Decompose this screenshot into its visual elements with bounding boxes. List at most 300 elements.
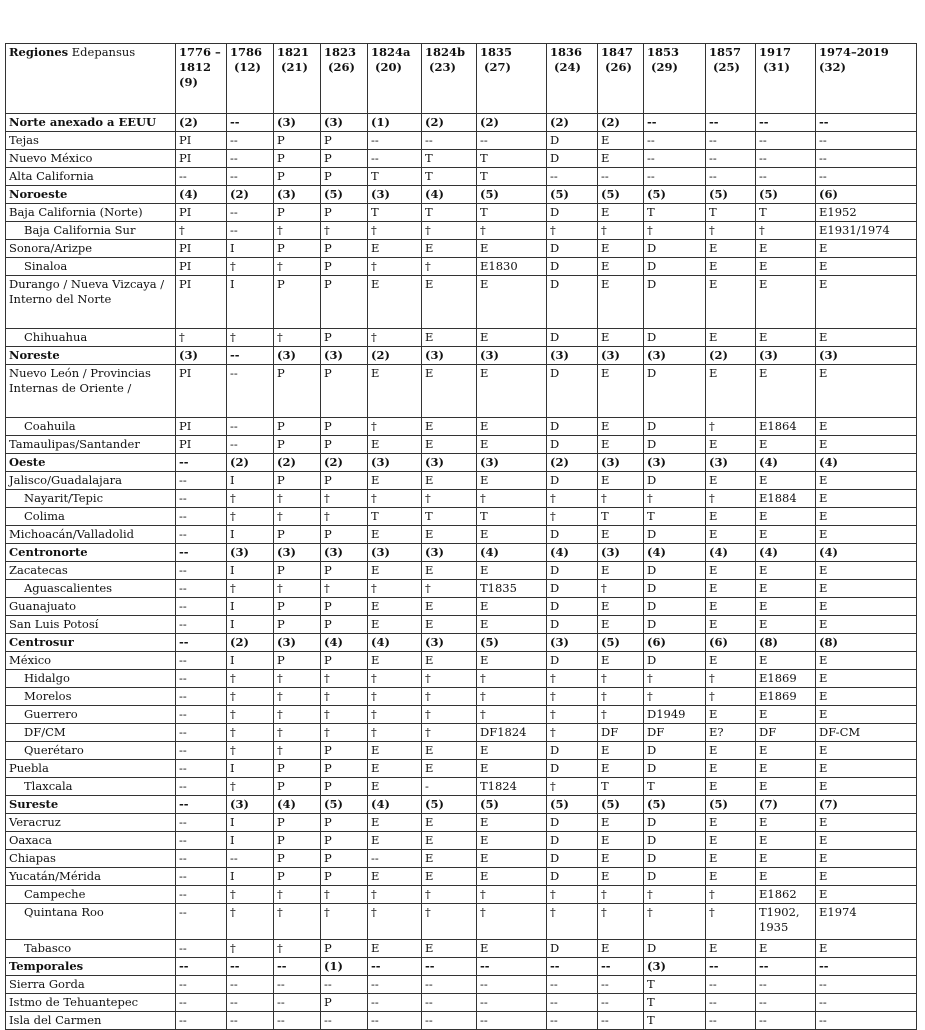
table-cell: † [368, 222, 422, 240]
state-name: Oaxaca [6, 832, 176, 850]
header-year: 1776 – 1812 [179, 45, 221, 74]
table-cell: † [274, 886, 321, 904]
table-cell: P [274, 778, 321, 796]
table-cell: -- [176, 168, 227, 186]
table-cell: -- [547, 976, 598, 994]
table-cell: D [644, 616, 706, 634]
table-container [5, 43, 917, 1030]
table-cell: (5) [598, 634, 644, 652]
table-cell: (2) [422, 114, 477, 132]
table-cell: E [598, 240, 644, 258]
table-cell: E [706, 940, 756, 958]
table-cell: E [816, 706, 917, 724]
state-name: Sinaloa [6, 258, 176, 276]
table-cell: † [274, 580, 321, 598]
table-cell: P [321, 168, 368, 186]
table-cell: P [321, 276, 368, 329]
table-cell: E [706, 472, 756, 490]
table-cell: D [644, 526, 706, 544]
table-cell: P [321, 436, 368, 454]
table-cell: (3) [756, 347, 816, 365]
table-cell: DF [644, 724, 706, 742]
header-year: 1853 [647, 45, 680, 59]
table-cell: † [598, 886, 644, 904]
table-cell: (2) [368, 347, 422, 365]
table-row [6, 418, 917, 436]
table-cell: T [477, 168, 547, 186]
table-cell: E [816, 814, 917, 832]
header-year: 1824a [371, 45, 411, 59]
table-cell: (3) [598, 347, 644, 365]
table-cell: † [547, 706, 598, 724]
table-cell: (1) [321, 958, 368, 976]
table-cell: E [816, 526, 917, 544]
table-cell: D [547, 562, 598, 580]
region-name: Sureste [6, 796, 176, 814]
table-cell: † [274, 904, 321, 940]
table-cell: -- [368, 958, 422, 976]
header-column [274, 44, 321, 114]
table-cell: P [321, 850, 368, 868]
table-cell: (5) [477, 186, 547, 204]
table-cell: PI [176, 258, 227, 276]
table-cell: E [816, 940, 917, 958]
table-cell: † [176, 329, 227, 347]
table-cell: P [321, 472, 368, 490]
table-cell: E [598, 652, 644, 670]
table-cell: E [756, 940, 816, 958]
table-cell: E [368, 940, 422, 958]
table-cell: (3) [422, 634, 477, 652]
table-cell: P [321, 598, 368, 616]
table-cell: -- [706, 1012, 756, 1030]
table-cell: † [706, 222, 756, 240]
table-cell: † [274, 940, 321, 958]
table-cell: -- [321, 976, 368, 994]
table-cell: † [321, 904, 368, 940]
table-cell: -- [598, 1012, 644, 1030]
table-row [6, 204, 917, 222]
table-cell: T [644, 994, 706, 1012]
table-cell: -- [227, 850, 274, 868]
header-count: (27) [484, 60, 511, 74]
table-cell: (5) [477, 634, 547, 652]
table-cell: (3) [274, 186, 321, 204]
table-cell: E [422, 562, 477, 580]
state-name: Tamaulipas/Santander [6, 436, 176, 454]
table-cell: P [321, 365, 368, 418]
table-cell: E [368, 436, 422, 454]
table-cell: -- [176, 868, 227, 886]
table-cell: † [644, 688, 706, 706]
table-cell: E [598, 742, 644, 760]
table-cell: -- [176, 580, 227, 598]
table-cell: -- [756, 114, 816, 132]
table-cell: E [756, 760, 816, 778]
table-cell: † [547, 222, 598, 240]
table-cell: E [706, 276, 756, 329]
header-year: 1857 [709, 45, 742, 59]
table-cell: (3) [644, 347, 706, 365]
table-cell: E [368, 616, 422, 634]
table-cell: -- [477, 132, 547, 150]
header-column [368, 44, 422, 114]
table-cell: D [547, 329, 598, 347]
table-cell: E [598, 132, 644, 150]
table-cell: P [321, 814, 368, 832]
table-cell: E [816, 258, 917, 276]
table-row [6, 868, 917, 886]
table-cell: P [321, 616, 368, 634]
region-row [6, 347, 917, 365]
header-row [6, 44, 917, 114]
table-cell: (3) [274, 544, 321, 562]
table-row [6, 508, 917, 526]
table-cell: P [274, 168, 321, 186]
table-cell: E [422, 436, 477, 454]
table-cell: P [274, 868, 321, 886]
table-cell: E [816, 670, 917, 688]
table-cell: † [547, 904, 598, 940]
header-count: (26) [605, 60, 632, 74]
table-cell: E1869 [756, 688, 816, 706]
table-cell: PI [176, 204, 227, 222]
table-cell: -- [176, 688, 227, 706]
table-cell: (8) [756, 634, 816, 652]
table-row [6, 760, 917, 778]
table-cell: P [321, 778, 368, 796]
table-row [6, 778, 917, 796]
table-cell: E [816, 472, 917, 490]
state-name: Querétaro [6, 742, 176, 760]
table-cell: E [816, 418, 917, 436]
table-cell: -- [706, 132, 756, 150]
regions-table [5, 43, 917, 1030]
table-cell: E [756, 850, 816, 868]
table-cell: E [477, 418, 547, 436]
table-cell: E [477, 365, 547, 418]
table-cell: -- [816, 976, 917, 994]
header-column [706, 44, 756, 114]
table-cell: D [547, 616, 598, 634]
table-cell: (4) [321, 634, 368, 652]
table-cell: E [706, 832, 756, 850]
table-cell: E [706, 850, 756, 868]
table-cell: -- [227, 365, 274, 418]
table-cell: † [422, 904, 477, 940]
table-cell: E [706, 526, 756, 544]
table-cell: (2) [598, 114, 644, 132]
region-name: Centronorte [6, 544, 176, 562]
state-name: Yucatán/Mérida [6, 868, 176, 886]
state-name: México [6, 652, 176, 670]
table-cell: † [368, 724, 422, 742]
state-name: Baja California (Norte) [6, 204, 176, 222]
table-cell: (2) [321, 454, 368, 472]
table-cell: E [756, 616, 816, 634]
table-cell: -- [706, 976, 756, 994]
table-cell: I [227, 868, 274, 886]
table-cell: -- [227, 1012, 274, 1030]
region-name: Centrosur [6, 634, 176, 652]
table-cell: D [547, 258, 598, 276]
table-cell: (2) [227, 454, 274, 472]
table-cell: -- [368, 1012, 422, 1030]
table-cell: † [227, 742, 274, 760]
table-cell: -- [176, 544, 227, 562]
table-cell: E1952 [816, 204, 917, 222]
header-count: (31) [763, 60, 790, 74]
table-cell: † [227, 778, 274, 796]
table-cell: † [477, 904, 547, 940]
table-cell: † [422, 222, 477, 240]
table-cell: † [644, 490, 706, 508]
table-cell: P [274, 832, 321, 850]
table-cell: (4) [706, 544, 756, 562]
table-cell: † [321, 508, 368, 526]
table-cell: P [274, 616, 321, 634]
table-cell: † [227, 904, 274, 940]
region-name: Norte anexado a EEUU [6, 114, 176, 132]
table-cell: E [477, 832, 547, 850]
table-cell: D [644, 652, 706, 670]
table-cell: † [227, 706, 274, 724]
table-cell: D [547, 832, 598, 850]
table-cell: I [227, 276, 274, 329]
table-cell: (5) [644, 796, 706, 814]
table-cell: E [477, 868, 547, 886]
table-cell: E [598, 562, 644, 580]
table-cell: † [227, 490, 274, 508]
header-count: (26) [328, 60, 355, 74]
table-cell: E [816, 652, 917, 670]
table-cell: -- [176, 670, 227, 688]
region-row [6, 958, 917, 976]
table-row [6, 1012, 917, 1030]
table-cell: † [274, 258, 321, 276]
table-cell: T [422, 150, 477, 168]
table-cell: PI [176, 418, 227, 436]
table-cell: † [368, 490, 422, 508]
header-year: 1786 [230, 45, 263, 59]
table-cell: E [422, 742, 477, 760]
table-row [6, 329, 917, 347]
table-cell: † [422, 490, 477, 508]
table-cell: E [816, 760, 917, 778]
table-cell: -- [706, 958, 756, 976]
table-cell: -- [644, 150, 706, 168]
table-cell: E [422, 832, 477, 850]
table-cell: D [644, 436, 706, 454]
table-cell: (2) [176, 114, 227, 132]
table-cell: D1949 [644, 706, 706, 724]
table-cell: E [706, 508, 756, 526]
table-row [6, 742, 917, 760]
table-cell: (5) [547, 186, 598, 204]
table-cell: P [321, 562, 368, 580]
table-cell: (5) [644, 186, 706, 204]
table-cell: D [547, 526, 598, 544]
table-cell: (5) [477, 796, 547, 814]
table-cell: † [598, 490, 644, 508]
table-cell: -- [176, 904, 227, 940]
state-name: Michoacán/Valladolid [6, 526, 176, 544]
table-cell: † [598, 688, 644, 706]
table-cell: (8) [816, 634, 917, 652]
table-cell: E [756, 814, 816, 832]
table-cell: -- [644, 114, 706, 132]
table-cell: E [477, 850, 547, 868]
header-count: (20) [375, 60, 402, 74]
table-cell: T [368, 508, 422, 526]
table-cell: E [816, 329, 917, 347]
table-cell: † [644, 886, 706, 904]
state-name: Nayarit/Tepic [6, 490, 176, 508]
table-cell: † [368, 904, 422, 940]
table-cell: (3) [422, 347, 477, 365]
table-cell: D [547, 580, 598, 598]
table-cell: E [598, 850, 644, 868]
table-cell: E [706, 652, 756, 670]
table-cell: -- [816, 150, 917, 168]
table-cell: T [756, 204, 816, 222]
table-cell: -- [756, 994, 816, 1012]
state-name: Colima [6, 508, 176, 526]
table-cell: D [547, 150, 598, 168]
region-name: Noroeste [6, 186, 176, 204]
table-cell: E [706, 742, 756, 760]
table-cell: E [756, 526, 816, 544]
table-cell: E [422, 526, 477, 544]
table-cell: E [816, 742, 917, 760]
table-cell: (4) [176, 186, 227, 204]
table-cell: † [368, 886, 422, 904]
table-cell: † [706, 886, 756, 904]
table-cell: -- [176, 526, 227, 544]
table-cell: (2) [706, 347, 756, 365]
table-cell: D [547, 760, 598, 778]
table-cell: -- [176, 490, 227, 508]
table-cell: (5) [706, 186, 756, 204]
table-cell: † [547, 508, 598, 526]
table-cell: -- [176, 994, 227, 1012]
table-cell: E [477, 940, 547, 958]
table-cell: P [274, 652, 321, 670]
state-name: Tabasco [6, 940, 176, 958]
table-cell: -- [598, 994, 644, 1012]
table-cell: E [477, 598, 547, 616]
table-cell: P [321, 258, 368, 276]
table-row [6, 562, 917, 580]
table-cell: -- [756, 168, 816, 186]
table-cell: (3) [227, 796, 274, 814]
table-cell: (7) [816, 796, 917, 814]
table-cell: D [547, 436, 598, 454]
region-row [6, 634, 917, 652]
table-cell: † [547, 688, 598, 706]
table-row [6, 580, 917, 598]
header-regiones [6, 44, 176, 114]
table-cell: † [274, 329, 321, 347]
state-name: Baja California Sur [6, 222, 176, 240]
table-cell: P [274, 204, 321, 222]
table-cell: -- [227, 222, 274, 240]
table-cell: † [368, 418, 422, 436]
table-cell: E [477, 616, 547, 634]
table-cell: -- [547, 994, 598, 1012]
table-cell: E [368, 598, 422, 616]
table-cell: E1830 [477, 258, 547, 276]
state-name: DF/CM [6, 724, 176, 742]
header-year: 1974–2019 [819, 45, 889, 59]
table-cell: -- [598, 958, 644, 976]
table-cell: P [321, 329, 368, 347]
table-cell: -- [598, 976, 644, 994]
table-cell: † [477, 222, 547, 240]
table-cell: PI [176, 365, 227, 418]
table-cell: -- [644, 132, 706, 150]
table-cell: I [227, 832, 274, 850]
table-cell: (3) [644, 958, 706, 976]
table-cell: E [477, 760, 547, 778]
table-cell: E [816, 508, 917, 526]
table-row [6, 365, 917, 418]
table-cell: -- [227, 347, 274, 365]
table-cell: -- [176, 562, 227, 580]
table-cell: E [477, 814, 547, 832]
table-cell: D [644, 940, 706, 958]
state-name: Chiapas [6, 850, 176, 868]
table-cell: † [706, 688, 756, 706]
state-name: Quintana Roo [6, 904, 176, 940]
table-cell: -- [477, 976, 547, 994]
table-cell: † [422, 886, 477, 904]
table-cell: T [644, 204, 706, 222]
table-cell: -- [816, 958, 917, 976]
table-cell: (3) [321, 347, 368, 365]
table-cell: E [756, 562, 816, 580]
table-cell: † [368, 580, 422, 598]
table-row [6, 150, 917, 168]
table-cell: T [368, 168, 422, 186]
table-body [6, 114, 917, 1030]
table-cell: † [321, 222, 368, 240]
table-cell: † [422, 580, 477, 598]
table-cell: E [422, 868, 477, 886]
table-cell: I [227, 616, 274, 634]
header-column [816, 44, 917, 114]
header-count: (23) [429, 60, 456, 74]
table-cell: E [598, 150, 644, 168]
table-cell: T [368, 204, 422, 222]
table-cell: T [598, 508, 644, 526]
table-cell: † [321, 886, 368, 904]
table-cell: † [706, 418, 756, 436]
table-cell: D [644, 814, 706, 832]
table-cell: (2) [477, 114, 547, 132]
table-cell: (3) [816, 347, 917, 365]
table-cell: E [756, 258, 816, 276]
table-cell: (2) [547, 454, 598, 472]
table-cell: -- [706, 114, 756, 132]
header-column [422, 44, 477, 114]
table-cell: E [816, 688, 917, 706]
table-cell: (3) [368, 544, 422, 562]
table-cell: P [321, 940, 368, 958]
table-cell: † [368, 706, 422, 724]
table-cell: I [227, 240, 274, 258]
state-name: Alta California [6, 168, 176, 186]
